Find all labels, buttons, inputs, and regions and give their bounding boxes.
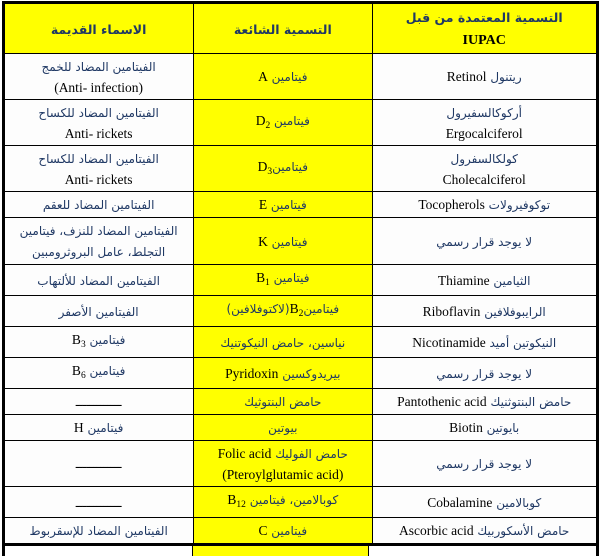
arabic-text: فيتامين: [85, 333, 126, 347]
arabic-text: فيتامين: [267, 198, 307, 212]
cell-old: [3, 100, 193, 146]
arabic-text: الرايبوفلافين: [480, 304, 546, 319]
latin-text: 6: [80, 371, 86, 381]
arabic-text: توكوفيرولات: [484, 198, 551, 212]
cell-iupac: [372, 296, 597, 327]
table-row: [3, 265, 597, 296]
cell-common: [193, 218, 372, 265]
arabic-text: بايوتين: [482, 421, 520, 435]
table-row: [3, 518, 597, 545]
text-line: [376, 520, 593, 541]
latin-text: Cholecalciferol: [442, 172, 526, 187]
table-header: [3, 3, 597, 54]
header-row: [3, 3, 597, 54]
text-line: [376, 453, 593, 474]
table-body: [3, 54, 597, 545]
latin-text: 1: [265, 278, 270, 288]
cutoff-cell-iupac: [369, 546, 590, 556]
arabic-text: الفيتامين المضاد للخمج: [41, 60, 156, 74]
text-line: [8, 102, 190, 123]
arabic-text: فيتامين: [269, 271, 310, 285]
latin-text: Thiamine: [437, 272, 490, 288]
text-line: [8, 453, 190, 474]
text-line: [197, 66, 369, 87]
text-line: [197, 391, 369, 412]
arabic-text: نياسين، حامض النيكوتنيك: [220, 335, 346, 350]
text-line: [376, 231, 593, 252]
cell-iupac: [372, 192, 597, 218]
cell-iupac: [372, 415, 597, 441]
latin-text: 3: [267, 166, 273, 177]
cell-iupac: [372, 146, 597, 192]
arabic-text: الفيتامين الأصفر: [58, 304, 139, 319]
arabic-text: التسمية المعتمدة من قبل: [405, 10, 563, 25]
header-cell-old: [3, 3, 193, 54]
cell-common: [193, 389, 372, 415]
arabic-text: لا يوجد قرار رسمي: [436, 366, 533, 381]
text-line: [8, 360, 190, 386]
text-line: [8, 56, 190, 77]
text-line: [376, 492, 593, 513]
latin-text: E: [258, 197, 268, 212]
arabic-text: حامض الأسكوربيك: [473, 524, 570, 538]
text-line: [197, 417, 369, 438]
latin-text: B: [71, 332, 81, 347]
arabic-text: ريتنول: [486, 70, 522, 84]
arabic-text: لا يوجد قرار رسمي: [436, 234, 533, 249]
text-line: [376, 301, 593, 322]
arabic-text: فيتامين: [267, 524, 308, 538]
header-cell-iupac: [372, 3, 597, 54]
cell-common: [193, 54, 372, 100]
latin-text: Retinol: [446, 69, 487, 84]
latin-text: D: [257, 158, 268, 174]
cell-iupac: [372, 389, 597, 415]
arabic-text: الثيامين: [489, 273, 531, 288]
placeholder-dash: ـــــــــــــ: [75, 395, 122, 409]
text-line: [197, 110, 369, 136]
text-line: [376, 66, 593, 87]
table-row: [3, 327, 597, 358]
cell-common: [193, 415, 372, 441]
text-line: [8, 77, 190, 97]
cell-common: [193, 296, 372, 327]
placeholder-dash: ـــــــــــــ: [75, 495, 122, 510]
text-line: [197, 267, 369, 293]
latin-text: Riboflavin: [422, 303, 481, 319]
text-line: [197, 332, 369, 353]
cell-old: [3, 54, 193, 100]
arabic-text: (لاكتوفلافين): [226, 302, 290, 316]
table-row: [3, 389, 597, 415]
latin-text: A: [258, 69, 268, 84]
table-row: [3, 54, 597, 100]
cell-iupac: [372, 487, 597, 518]
cell-common: [193, 518, 372, 545]
latin-text: Folic acid: [217, 446, 272, 461]
arabic-text: كولكالسفرول: [450, 152, 518, 166]
cell-old: [3, 265, 193, 296]
text-line: [8, 18, 190, 40]
latin-text: 12: [236, 500, 246, 510]
table-row: [3, 218, 597, 265]
cell-old: [3, 518, 193, 545]
latin-text: K: [258, 233, 268, 249]
cutoff-cell-common-name: [193, 546, 369, 556]
latin-text: Anti- rickets: [64, 172, 133, 187]
arabic-text: الفيتامين المضاد للكساح: [38, 152, 159, 166]
cell-iupac: [372, 327, 597, 358]
cell-common: [193, 100, 372, 146]
table-row: [3, 146, 597, 192]
cell-iupac: [372, 218, 597, 265]
latin-text: Ascorbic acid: [399, 523, 474, 538]
latin-text: Cobalamine: [427, 494, 493, 510]
latin-text: IUPAC: [462, 33, 506, 48]
text-line: [376, 194, 593, 215]
text-line: [8, 270, 190, 291]
arabic-text: فيتامين: [85, 364, 126, 378]
latin-text: 2: [298, 309, 304, 319]
text-line: [197, 520, 369, 541]
arabic-text: الفيتامين المضاد للعقم: [42, 198, 155, 212]
text-line: [8, 492, 190, 513]
arabic-text: كوبالامين: [492, 495, 542, 510]
cutoff-cell-old-names: [5, 546, 193, 556]
text-line: [376, 363, 593, 384]
cell-old: [3, 358, 193, 389]
document-page: [0, 1, 600, 538]
arabic-text: كوبالامين، فيتامين: [245, 493, 339, 507]
latin-text: Nicotinamide: [412, 334, 486, 350]
text-line: [8, 417, 190, 438]
text-line: [197, 363, 369, 384]
text-line: [197, 489, 369, 515]
text-line: [376, 6, 593, 28]
text-line: [376, 102, 593, 123]
cell-old: [3, 192, 193, 218]
table-row: [3, 192, 597, 218]
arabic-text: فيتامين: [267, 70, 308, 84]
latin-text: Pantothenic acid: [397, 394, 487, 409]
latin-text: Biotin: [449, 420, 483, 435]
latin-text: B: [227, 492, 237, 507]
text-line: [197, 231, 369, 252]
text-line: [8, 329, 190, 355]
table-row: [3, 100, 597, 146]
arabic-text: حامض البنتوثيك: [244, 395, 322, 409]
placeholder-dash: ـــــــــــــ: [75, 457, 122, 471]
cell-old: [3, 146, 193, 192]
arabic-text: الفيتامين المضاد للإسقربوط: [29, 524, 168, 538]
text-line: [197, 464, 369, 484]
latin-text: C: [258, 523, 268, 538]
text-line: [8, 169, 190, 189]
cell-common: [193, 192, 372, 218]
cell-iupac: [372, 100, 597, 146]
latin-text: B: [289, 301, 299, 316]
arabic-text: التجلط، عامل البروثرومبين: [32, 245, 166, 259]
arabic-text: فيتامين: [303, 302, 340, 316]
latin-text: Pyridoxin: [225, 365, 279, 381]
text-line: [197, 443, 369, 464]
arabic-text: فيتامين: [270, 113, 310, 128]
cell-old: [3, 415, 193, 441]
arabic-text: الفيتامين المضاد للألتهاب: [37, 273, 160, 288]
latin-text: B: [256, 270, 266, 285]
latin-text: H: [73, 420, 84, 435]
text-line: [8, 391, 190, 412]
latin-text: (Pteroylglutamic acid): [222, 467, 344, 482]
text-line: [8, 301, 190, 322]
text-line: [376, 270, 593, 291]
latin-text: 3: [80, 340, 86, 350]
cell-iupac: [372, 265, 597, 296]
table-row: [3, 296, 597, 327]
arabic-text: النيكوتين أميد: [485, 335, 557, 350]
text-line: [197, 194, 369, 215]
arabic-text: فيتامين: [272, 159, 308, 174]
latin-text: Ergocalciferol: [445, 126, 523, 141]
text-line: [197, 298, 369, 324]
header-cell-common: [193, 3, 372, 54]
table-row: [3, 487, 597, 518]
arabic-text: الفيتامين المضاد للكساح: [38, 106, 159, 120]
cell-common: [193, 146, 372, 192]
arabic-text: حامض البنتوثنيك: [486, 395, 572, 409]
arabic-text: بيريدوكسين: [278, 366, 341, 381]
cutoff-next-row: [2, 546, 599, 556]
arabic-text: أركوكالسفيرول: [446, 106, 522, 120]
text-line: [8, 520, 190, 541]
text-line: [8, 220, 190, 241]
text-line: [8, 194, 190, 215]
text-line: [197, 156, 369, 182]
cell-common: [193, 487, 372, 518]
arabic-text: بيوتين: [268, 421, 298, 435]
cell-old: [3, 218, 193, 265]
arabic-text: حامض الفوليك: [271, 447, 348, 461]
cell-common: [193, 358, 372, 389]
table-row: [3, 441, 597, 487]
arabic-text: الفيتامين المضاد للنزف، فيتامين: [19, 224, 178, 238]
latin-text: Tocopherols: [418, 197, 485, 212]
text-line: [376, 332, 593, 353]
cell-iupac: [372, 358, 597, 389]
arabic-text: فيتامين: [83, 421, 124, 435]
arabic-text: لا يوجد قرار رسمي: [436, 457, 533, 471]
latin-text: B: [71, 363, 81, 378]
arabic-text: فيتامين: [267, 234, 308, 249]
text-line: [8, 123, 190, 143]
latin-text: 2: [265, 120, 271, 131]
latin-text: D: [255, 112, 266, 128]
table-row: [3, 358, 597, 389]
arabic-text: الاسماء القديمة: [50, 21, 147, 37]
cell-old: [3, 389, 193, 415]
cell-common: [193, 265, 372, 296]
cell-old: [3, 441, 193, 487]
text-line: [8, 241, 190, 262]
text-line: [376, 148, 593, 169]
text-line: [376, 28, 593, 51]
text-line: [376, 391, 593, 412]
text-line: [8, 148, 190, 169]
text-line: [376, 169, 593, 189]
cell-old: [3, 296, 193, 327]
arabic-text: التسمية الشائعة: [233, 21, 332, 37]
cell-old: [3, 487, 193, 518]
latin-text: Anti- rickets: [64, 126, 133, 141]
cell-iupac: [372, 441, 597, 487]
text-line: [376, 123, 593, 143]
latin-text: (Anti- infection): [54, 80, 144, 95]
cell-common: [193, 327, 372, 358]
text-line: [376, 417, 593, 438]
vitamin-names-table: [2, 1, 599, 546]
cell-iupac: [372, 54, 597, 100]
text-line: [197, 18, 369, 40]
table-row: [3, 415, 597, 441]
cell-iupac: [372, 518, 597, 545]
cell-common: [193, 441, 372, 487]
cell-old: [3, 327, 193, 358]
